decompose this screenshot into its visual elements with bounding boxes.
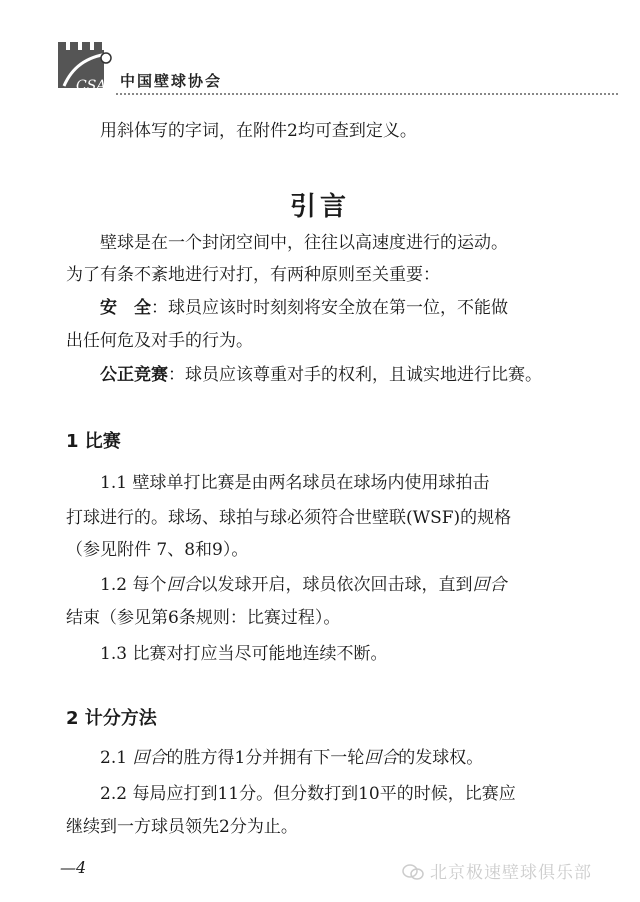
safety-text-line2: 出任何危及对手的行为。: [66, 331, 253, 351]
wechat-watermark: [402, 858, 592, 883]
intro-para1-line2: 为了有条不紊地进行对打，有两种原则至关重要：: [66, 265, 440, 285]
rule-1-2-term-2: 回合: [472, 575, 507, 595]
rule-1-1-line2: 打球进行的。球场、球拍与球必须符合世壁联(WSF)的规格: [66, 508, 512, 528]
rule-2-2-line2: 继续到一方球员领先2分为止。: [66, 817, 298, 837]
rule-1-2-term-1: 回合: [166, 575, 201, 595]
rule-1-2-part-a: 1.2 每个: [100, 575, 167, 595]
page-header: [0, 0, 640, 100]
header-divider: [116, 93, 618, 95]
section2-heading: 2 计分方法: [66, 708, 157, 729]
watermark-text: 北京极速壁球俱乐部: [430, 863, 592, 883]
rule-2-1-part-b: 的胜方得1分并拥有下一轮: [166, 748, 365, 768]
rule-1-2-part-b: 以发球开启，球员依次回击球，直到: [200, 575, 473, 595]
rule-1-2-line1: [100, 575, 620, 595]
rule-2-2-line1: 2.2 每局应打到11分。但分数打到10平的时候，比赛应: [100, 784, 516, 804]
rule-1-1-line1: 1.1 壁球单打比赛是由两名球员在球场内使用球拍击: [100, 473, 490, 493]
fair-play-principle: [100, 365, 620, 385]
safety-text-line1: ：球员应该时时刻刻将安全放在第一位，不能做: [151, 298, 508, 318]
safety-label: 安 全: [100, 298, 151, 318]
fair-play-label: 公正竞赛: [100, 365, 168, 385]
rule-2-1-part-c: 的发球权。: [398, 748, 484, 768]
section-title-intro: 引言: [289, 192, 350, 222]
rule-1-3: 1.3 比赛对打应当尽可能地连续不断。: [100, 644, 388, 664]
wechat-icon: [402, 864, 424, 880]
rule-2-1-term-1: 回合: [132, 748, 167, 768]
fair-play-text: ：球员应该尊重对手的权利，且诚实地进行比赛。: [168, 365, 542, 385]
svg-text:CSA: CSA: [76, 78, 107, 94]
rule-1-1-line3: （参见附件 7、8和9）。: [66, 540, 249, 560]
rule-1-2-line2: 结束（参见第6条规则：比赛过程）。: [66, 608, 341, 628]
csa-logo-icon: [56, 38, 116, 94]
org-name: 中国壁球协会: [120, 72, 223, 90]
page-number: —4: [60, 858, 87, 877]
rule-2-1-term-2: 回合: [364, 748, 399, 768]
safety-principle-line1: [100, 298, 620, 318]
intro-para1-line1: 壁球是在一个封闭空间中，往往以高速度进行的运动。: [100, 233, 508, 253]
section1-heading: 1 比赛: [66, 431, 121, 452]
rule-2-1: [100, 748, 620, 768]
rule-2-1-part-a: 2.1: [100, 748, 133, 768]
intro-line: 用斜体写的字词，在附件2均可查到定义。: [100, 121, 417, 141]
